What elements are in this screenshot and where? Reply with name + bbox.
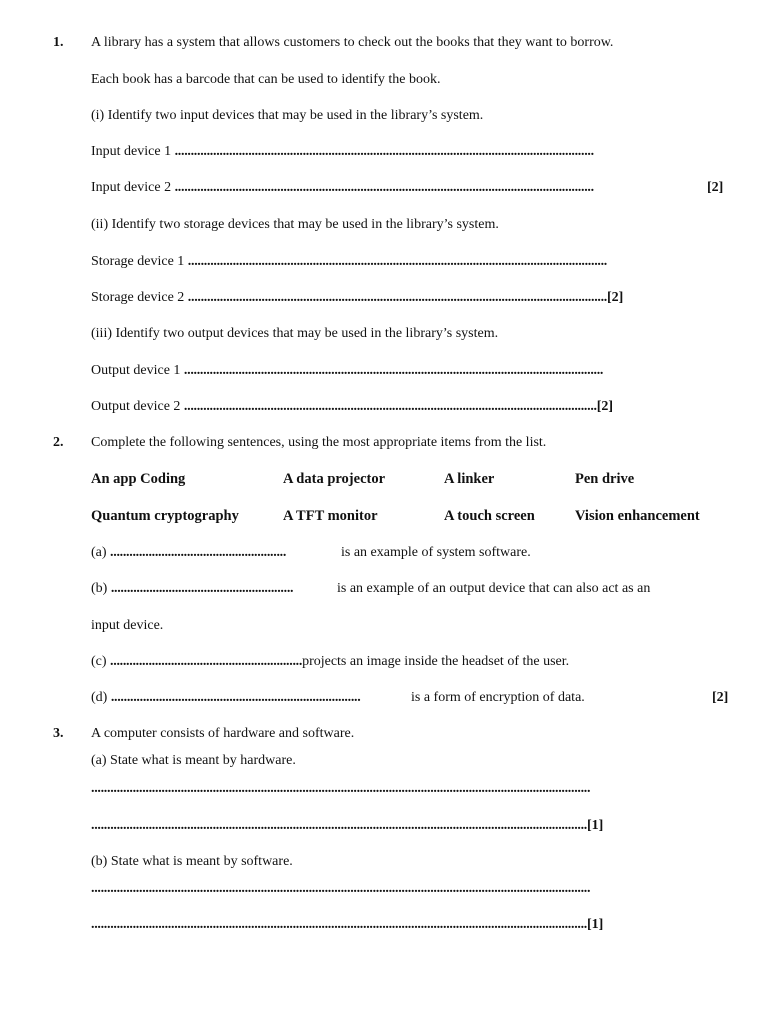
question-1-number: 1.: [53, 35, 64, 50]
q2-part-d-text: is a form of encryption of data.: [411, 690, 585, 705]
option-item: A data projector: [283, 471, 386, 487]
q2-part-c: [91, 653, 569, 671]
q3-intro: A computer consists of hardware and software.: [91, 726, 355, 741]
q1-storage-2-row: [91, 289, 623, 307]
answer-blank[interactable]: .........................................................: [110, 581, 294, 596]
q2-mark: [2]: [712, 690, 729, 705]
q1-part-i: (i) Identify two input devices that may be used in the library’s system.: [91, 108, 484, 123]
q2-part-d: [91, 689, 360, 707]
output-device-2-label: Output device 2: [91, 399, 181, 414]
option-item: Pen drive: [575, 471, 635, 487]
part-c-text: projects an image inside the headset of the user.: [302, 654, 570, 669]
option-item: A linker: [444, 471, 495, 487]
q2-part-b-text-cont: input device.: [91, 618, 164, 633]
answer-line[interactable]: ...................................................................................................................................: [174, 144, 594, 159]
q3-part-a: (a) State what is meant by hardware.: [91, 753, 296, 768]
q1-output-1-row: [91, 362, 603, 380]
answer-line[interactable]: ...................................................................................................................................: [183, 363, 604, 378]
q2-part-a: [91, 544, 286, 562]
input-device-2-label: Input device 2: [91, 180, 172, 195]
q2-part-a-text: is an example of system software.: [341, 545, 531, 560]
question-3-number: 3.: [53, 726, 64, 741]
part-b-label: (b): [91, 581, 108, 596]
option-item: An app Coding: [91, 471, 186, 487]
q1-part-iii: (iii) Identify two output devices that may be used in the library’s system.: [91, 326, 499, 341]
q3-part-b: (b) State what is meant by software.: [91, 854, 293, 869]
q3-part-b-mark: [1]: [587, 917, 604, 932]
input-device-1-label: Input device 1: [91, 144, 172, 159]
q1-output-2-row: [91, 398, 613, 416]
q2-part-b-text: is an example of an output device that can also act as an: [337, 581, 651, 596]
storage-device-2-label: Storage device 2: [91, 290, 185, 305]
answer-line[interactable]: ...........................................................................................................................................................: [91, 818, 588, 833]
answer-line[interactable]: ...................................................................................................................................: [174, 180, 594, 195]
q3-part-a-mark: [1]: [587, 818, 604, 833]
option-item: A TFT monitor: [283, 508, 378, 524]
question-2-number: 2.: [53, 435, 64, 450]
q2-part-b: [91, 580, 293, 598]
q1-input-2-row: [91, 179, 594, 197]
option-item: A touch screen: [444, 508, 535, 524]
answer-blank[interactable]: ..............................................................................: [110, 690, 361, 705]
part-d-label: (d): [91, 690, 108, 705]
q2-intro: Complete the following sentences, using the most appropriate items from the list.: [91, 435, 547, 450]
q1-intro-line-2: Each book has a barcode that can be used to identify the book.: [91, 72, 441, 87]
answer-line[interactable]: ...................................................................................................................................: [187, 254, 607, 269]
answer-blank[interactable]: .......................................................: [110, 545, 287, 560]
part-a-label: (a): [91, 545, 107, 560]
q3-part-a-line-2: [91, 817, 603, 835]
storage-device-1-label: Storage device 1: [91, 254, 185, 269]
q1-input-mark: [2]: [707, 180, 724, 195]
q1-storage-1-row: [91, 253, 607, 271]
option-item: Vision enhancement: [575, 508, 700, 524]
q3-part-b-line-2: [91, 916, 603, 934]
q1-part-ii: (ii) Identify two storage devices that may be used in the library’s system.: [91, 217, 499, 232]
part-c-label: (c): [91, 654, 107, 669]
q1-input-1-row: [91, 143, 594, 161]
answer-line[interactable]: ............................................................................................................................................................: [91, 781, 591, 796]
answer-line[interactable]: ............................................................................................................................................................: [91, 881, 591, 896]
answer-blank[interactable]: ............................................................: [110, 654, 303, 669]
q1-output-mark: [2]: [596, 399, 614, 414]
q1-intro-line-1: A library has a system that allows customers to check out the books that they want to borrow.: [91, 35, 614, 50]
option-item: Quantum cryptography: [91, 508, 239, 524]
q1-storage-mark: [2]: [607, 290, 624, 305]
output-device-1-label: Output device 1: [91, 363, 181, 378]
answer-line[interactable]: ...........................................................................................................................................................: [91, 917, 588, 932]
answer-line[interactable]: ...................................................................................................................................: [187, 290, 607, 305]
answer-line[interactable]: .................................................................................................................................: [183, 399, 597, 414]
